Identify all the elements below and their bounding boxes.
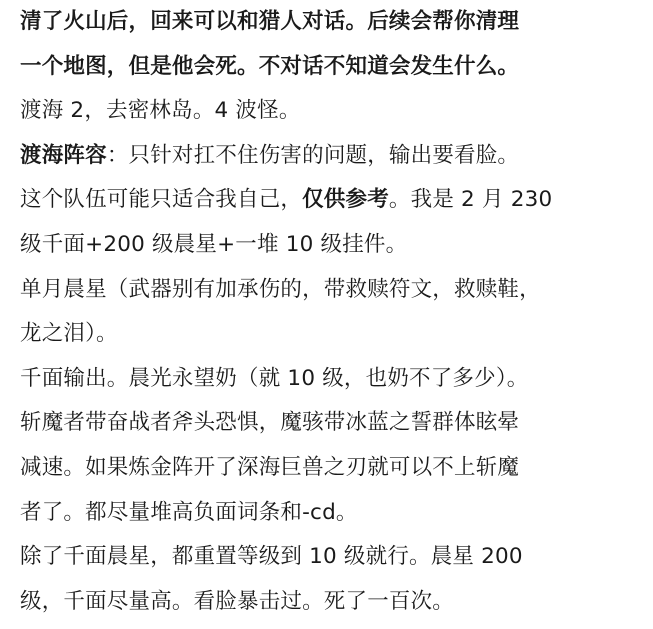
text-line [20, 446, 645, 491]
bold-text-segment: 渡海阵容 [20, 142, 107, 168]
text-line [20, 223, 645, 268]
text-line [20, 89, 645, 134]
text-line [20, 45, 645, 90]
text-segment: 。我是 2 月 230 [388, 187, 553, 213]
bold-text-segment: 一个地图，但是他会死。不对话不知道会发生什么。 [20, 53, 520, 79]
text-line [20, 491, 645, 536]
text-line [20, 401, 645, 446]
text-segment: 渡海 2，去密林岛。4 波怪。 [20, 98, 301, 124]
text-segment: 减速。如果炼金阵开了深海巨兽之刃就可以不上斩魔 [20, 454, 520, 480]
text-segment: 单月晨星（武器别有加承伤的，带救赎符文，救赎鞋， [20, 276, 541, 302]
text-segment: 除了千面晨星，都重置等级到 10 级就行。晨星 200 [20, 544, 523, 570]
text-segment: ：只针对扛不住伤害的问题，输出要看脸。 [106, 142, 520, 168]
text-line [20, 580, 645, 625]
text-segment: 这个队伍可能只适合我自己， [20, 187, 303, 213]
text-line [20, 312, 645, 357]
text-segment: 级千面+200 级晨星+一堆 10 级挂件。 [20, 231, 408, 257]
text-line [20, 178, 645, 223]
text-segment: 者了。都尽量堆高负面词条和-cd。 [20, 499, 358, 525]
text-line [20, 134, 645, 179]
text-segment: 斩魔者带奋战者斧头恐惧，魔骇带冰蓝之誓群体眩晕 [20, 410, 520, 436]
text-line [20, 268, 645, 313]
document-body [20, 0, 645, 624]
text-line [20, 357, 645, 402]
bold-text-segment: 清了火山后，回来可以和猎人对话。后续会帮你清理 [20, 9, 520, 34]
text-line [20, 535, 645, 580]
bold-text-segment: 仅供参考 [302, 187, 389, 213]
text-segment: 级，千面尽量高。看脸暴击过。死了一百次。 [20, 588, 455, 614]
text-segment: 千面输出。晨光永望奶（就 10 级，也奶不了多少）。 [20, 365, 529, 391]
text-line [20, 0, 645, 45]
text-segment: 龙之泪）。 [20, 321, 118, 347]
